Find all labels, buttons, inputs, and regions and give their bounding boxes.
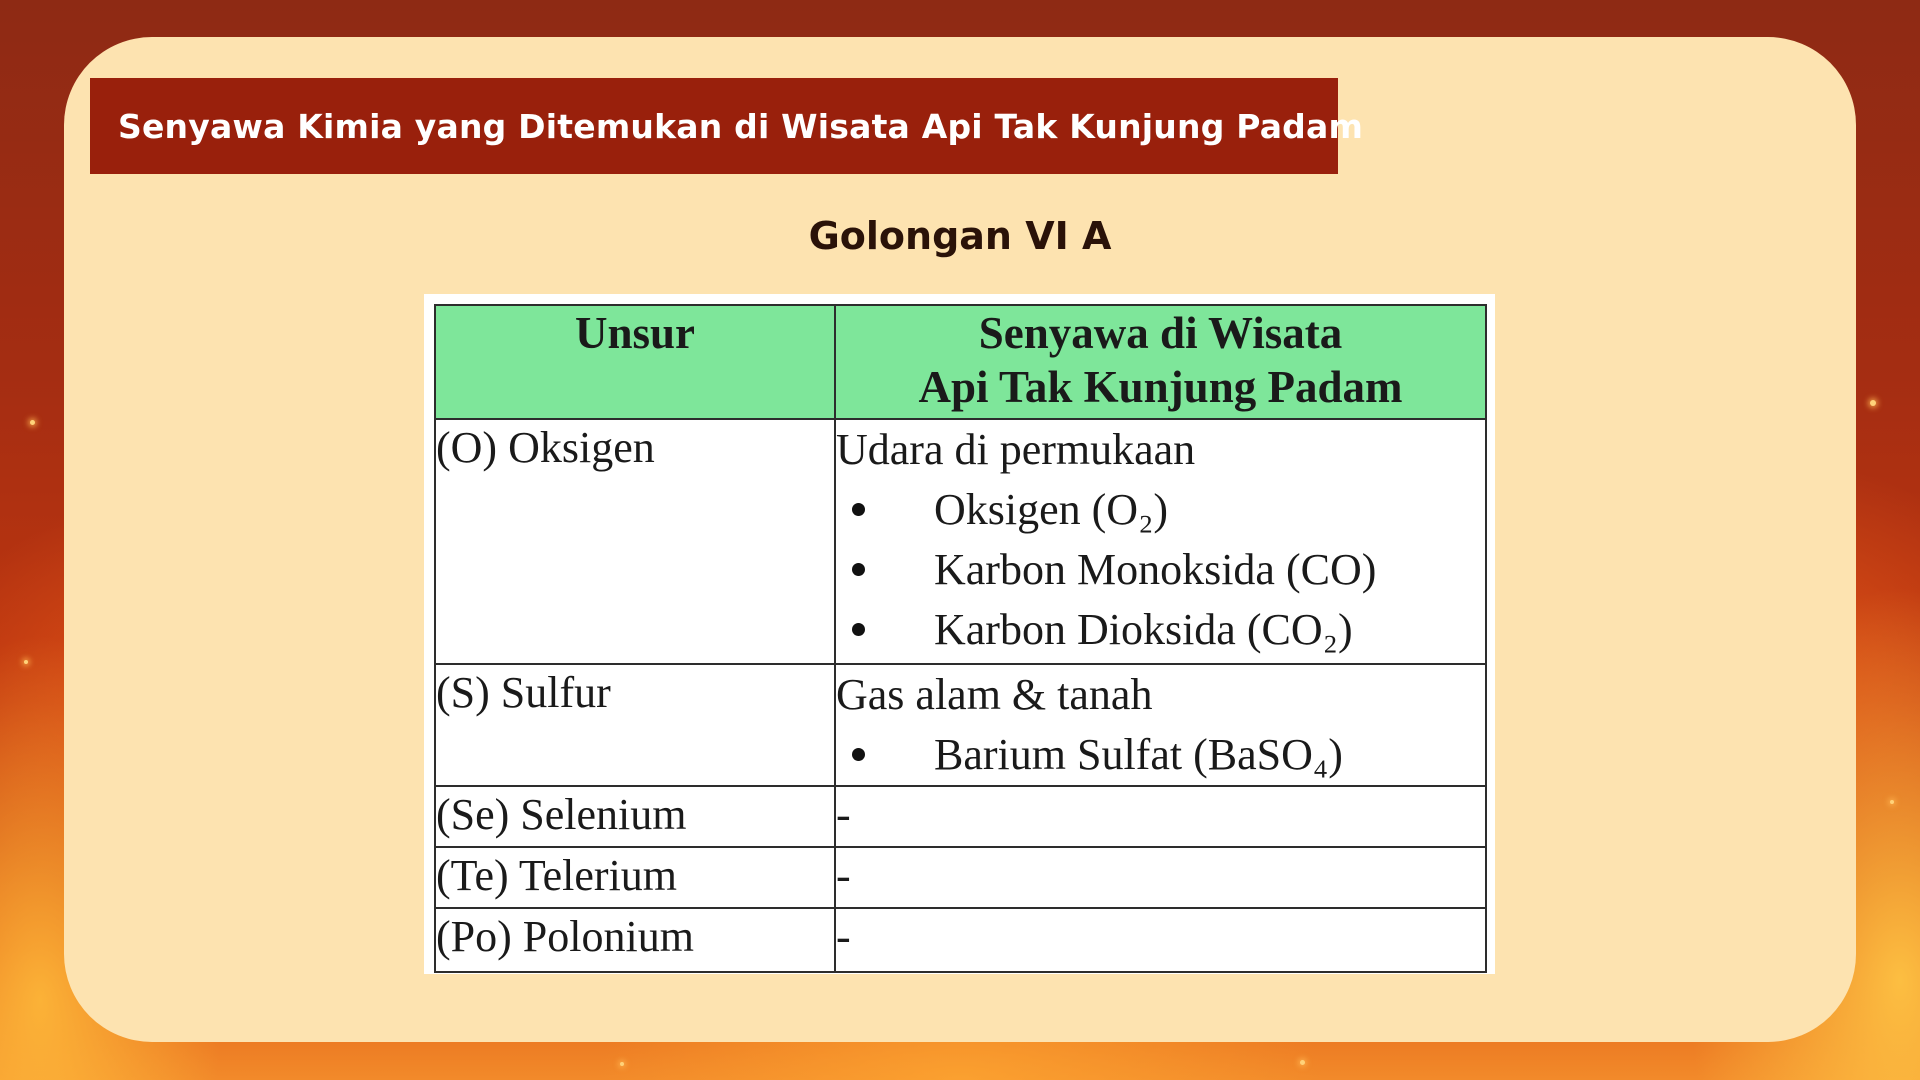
cell-senyawa bbox=[835, 664, 1486, 786]
cell-unsur: (Se) Selenium bbox=[435, 786, 835, 847]
header-unsur-label: Unsur bbox=[574, 308, 696, 358]
bullet-icon bbox=[836, 480, 934, 540]
ember bbox=[1890, 800, 1894, 804]
cell-senyawa: - bbox=[835, 847, 1486, 908]
bullet-icon bbox=[836, 540, 934, 600]
list-item bbox=[836, 725, 1485, 785]
page-title: Senyawa Kimia yang Ditemukan di Wisata Api Tak Kunjung Padam bbox=[118, 106, 1364, 146]
header-senyawa bbox=[835, 305, 1486, 419]
cell-senyawa: - bbox=[835, 786, 1486, 847]
table-row bbox=[435, 908, 1486, 972]
list-item-text: Barium Sulfat (BaSO₄) bbox=[934, 730, 1343, 779]
cell-senyawa bbox=[835, 419, 1486, 664]
ember bbox=[24, 660, 28, 664]
table-row bbox=[435, 786, 1486, 847]
ember bbox=[30, 420, 35, 425]
header-senyawa-line2: Api Tak Kunjung Padam bbox=[918, 362, 1403, 412]
table-row bbox=[435, 664, 1486, 786]
senyawa-heading: Udara di permukaan bbox=[836, 425, 1196, 474]
ember bbox=[1300, 1060, 1305, 1065]
table-row bbox=[435, 419, 1486, 664]
compound-table bbox=[434, 304, 1487, 973]
section-subtitle: Golongan VI A bbox=[808, 214, 1112, 258]
ember bbox=[620, 1062, 624, 1066]
title-bar bbox=[90, 78, 1364, 174]
list-item bbox=[836, 480, 1485, 540]
list-item bbox=[836, 600, 1485, 660]
list-item-text: Karbon Monoksida (CO) bbox=[934, 545, 1377, 594]
table-header-row bbox=[435, 305, 1486, 419]
table-container bbox=[424, 294, 1495, 974]
cell-unsur: (Po) Polonium bbox=[435, 908, 835, 972]
table-row bbox=[435, 847, 1486, 908]
cell-senyawa: - bbox=[835, 908, 1486, 972]
list-item-text: Karbon Dioksida (CO₂) bbox=[934, 605, 1353, 654]
bullet-icon bbox=[836, 600, 934, 660]
list-item bbox=[836, 540, 1485, 600]
senyawa-heading: Gas alam & tanah bbox=[836, 670, 1153, 719]
list-item-text: Oksigen (O₂) bbox=[934, 485, 1169, 534]
cell-unsur: (S) Sulfur bbox=[435, 664, 835, 786]
cell-unsur: (O) Oksigen bbox=[435, 419, 835, 664]
bullet-icon bbox=[836, 725, 934, 785]
ember bbox=[1870, 400, 1876, 406]
cell-unsur: (Te) Telerium bbox=[435, 847, 835, 908]
header-senyawa-line1: Senyawa di Wisata bbox=[978, 308, 1343, 358]
header-unsur bbox=[435, 305, 835, 419]
